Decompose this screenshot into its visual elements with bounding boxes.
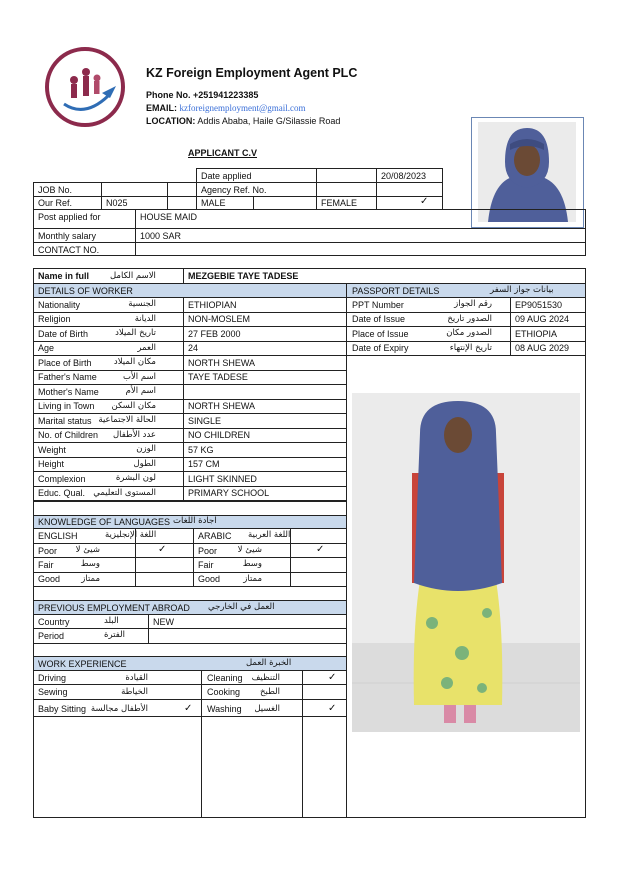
contact-label: CONTACT NO. (38, 245, 100, 255)
female-check: ✓ (420, 196, 429, 207)
arabic-label-ar: اللغة العربية (248, 530, 291, 540)
detail-value: 157 CM (188, 459, 220, 469)
skill-label: Sewing (38, 687, 68, 697)
details-header: DETAILS OF WORKER (38, 286, 133, 296)
passport-label-ar: الصدور مكان (446, 328, 492, 338)
salary-value: 1000 SAR (140, 231, 182, 241)
date-applied-label: Date applied (201, 171, 252, 181)
detail-value: 27 FEB 2000 (188, 328, 241, 339)
email-label: EMAIL: (146, 103, 177, 113)
detail-label: No. of Children (38, 430, 99, 440)
location-value: Addis Ababa, Haile G/Silassie Road (197, 116, 341, 126)
english-level-label: Fair (38, 559, 54, 570)
skill-label: Baby Sitting (38, 704, 87, 714)
detail-value: 24 (188, 343, 199, 353)
job-no-label: JOB No. (38, 185, 73, 195)
english-level-label: Good (38, 574, 61, 585)
country-value: NEW (153, 617, 174, 627)
detail-value: NORTH SHEWA (188, 401, 256, 411)
languages-header-ar: اجادة اللغات (173, 516, 217, 526)
phone-label: Phone No. (146, 90, 191, 100)
period-label-ar: الفترة (104, 630, 125, 640)
passport-label: Date of Expiry (352, 343, 409, 353)
full-body-photo (352, 393, 580, 732)
arabic-level-label: Good (198, 574, 221, 585)
passport-value: EP9051530 (515, 299, 563, 310)
detail-value: SINGLE (188, 415, 222, 426)
detail-label: Father's Name (38, 372, 97, 382)
salary-label: Monthly salary (38, 231, 97, 241)
detail-label: Date of Birth (38, 328, 89, 339)
detail-label: Religion (38, 314, 71, 324)
company-email (146, 102, 306, 114)
arabic-level-label-ar: شيئ لا (237, 545, 262, 555)
detail-label-ar: اسم الأب (122, 371, 156, 382)
english-label: ENGLISH (38, 531, 78, 541)
arabic-level-label-ar: وسط (242, 559, 262, 570)
passport-label-ar: الصدور تاريخ (447, 313, 492, 324)
detail-label: Age (38, 343, 55, 353)
previous-header-ar: العمل في الخارجي (208, 602, 275, 612)
company-phone (146, 89, 258, 101)
detail-label-ar: مكان السكن (111, 400, 156, 411)
detail-value: PRIMARY SCHOOL (188, 488, 270, 498)
passport-photo (478, 122, 576, 222)
detail-label: Living in Town (38, 401, 95, 411)
passport-header: PASSPORT DETAILS (352, 286, 440, 296)
passport-value: 08 AUG 2029 (515, 343, 570, 353)
detail-label: Nationality (38, 299, 81, 310)
arabic-label: ARABIC (198, 531, 232, 541)
languages-header: KNOWLEDGE OF LANGUAGES (38, 517, 171, 527)
detail-label-ar: تاريخ الميلاد (115, 328, 156, 338)
detail-label: Weight (38, 444, 66, 455)
detail-value: 57 KG (188, 444, 214, 455)
passport-label: PPT Number (352, 299, 404, 310)
detail-label-ar: الوزن (136, 444, 156, 454)
post-table (33, 209, 586, 256)
arabic-level-check: ✓ (316, 543, 325, 555)
skill-check: ✓ (328, 702, 337, 714)
detail-label-ar: اسم الأم (125, 386, 156, 396)
detail-label-ar: العمر (137, 342, 156, 353)
english-level-label: Poor (38, 545, 58, 556)
detail-value: NORTH SHEWA (188, 357, 256, 368)
detail-label-ar: عدد الأطفال (112, 429, 156, 440)
email-link[interactable]: kzforeignemployment@gmail.com (179, 103, 306, 113)
detail-value: ETHIOPIAN (188, 299, 237, 310)
detail-label: Mother's Name (38, 386, 99, 397)
detail-label-ar: الطول (133, 458, 156, 469)
phone-value: +251941223385 (193, 90, 259, 100)
company-location (146, 115, 340, 127)
company-name: KZ Foreign Employment Agent PLC (146, 66, 358, 80)
skill-label-ar: الغسيل (254, 703, 280, 714)
skill-check: ✓ (184, 702, 193, 714)
passport-label-ar: تاريخ الإنتهاء (449, 342, 492, 353)
skill-label-ar: الأطفال مجالسة (90, 703, 148, 714)
detail-label-ar: مكان الميلاد (113, 357, 156, 367)
passport-value: ETHIOPIA (515, 328, 558, 339)
skill-label: Washing (207, 704, 242, 714)
detail-label-ar: لون البشرة (115, 473, 156, 483)
passport-label-ar: رقم الجواز (454, 299, 492, 309)
skill-check: ✓ (328, 671, 337, 683)
passport-label: Date of Issue (352, 314, 406, 324)
passport-header-ar: بيانات جواز السفر (490, 285, 554, 295)
our-ref-value: N025 (106, 198, 128, 208)
detail-label: Height (38, 459, 65, 469)
detail-label-ar: الحالة الاجتماعية (98, 415, 156, 425)
skill-label-ar: التنظيف (251, 672, 280, 683)
country-label: Country (38, 617, 70, 627)
skill-label: Cleaning (207, 673, 243, 683)
location-label: LOCATION: (146, 116, 196, 126)
name-label-ar: الاسم الكامل (110, 271, 156, 281)
post-value: HOUSE MAID (140, 212, 198, 222)
experience-header-ar: الخبرة العمل (246, 658, 292, 668)
english-level-label-ar: وسط (80, 559, 100, 570)
passport-value: 09 AUG 2024 (515, 314, 570, 324)
detail-label-ar: الجنسية (128, 299, 156, 309)
previous-header: PREVIOUS EMPLOYMENT ABROAD (38, 603, 190, 613)
detail-label: Place of Birth (38, 357, 92, 368)
detail-label-ar: الديانة (134, 313, 156, 324)
detail-value: TAYE TADESE (188, 372, 248, 382)
english-level-label-ar: ممتاز (81, 573, 100, 584)
post-label: Post applied for (38, 212, 101, 222)
detail-label: Educ. Qual. (38, 488, 86, 498)
experience-header: WORK EXPERIENCE (38, 659, 127, 669)
skill-label: Driving (38, 673, 67, 683)
detail-label: Complexion (38, 473, 86, 484)
skill-label: Cooking (207, 687, 241, 697)
agency-ref-label: Agency Ref. No. (201, 185, 267, 195)
company-logo (44, 46, 126, 128)
arabic-level-label: Fair (198, 559, 214, 570)
name-value: MEZGEBIE TAYE TADESE (188, 271, 299, 281)
our-ref-label: Our Ref. (38, 198, 73, 208)
name-label: Name in full (38, 271, 90, 281)
detail-value: NON-MOSLEM (188, 314, 251, 324)
male-label: MALE (201, 198, 226, 208)
detail-value: NO CHILDREN (188, 430, 251, 440)
english-level-check: ✓ (158, 543, 167, 555)
english-label-ar: اللغة الإنجليزية (105, 530, 157, 540)
document-title: APPLICANT C.V (188, 148, 258, 158)
date-applied-value: 20/08/2023 (381, 171, 427, 181)
skill-label-ar: الطبخ (260, 686, 280, 697)
detail-label-ar: المستوى التعليمي (93, 487, 156, 498)
english-level-label-ar: شيئ لا (75, 545, 100, 555)
female-label: FEMALE (321, 198, 358, 208)
country-label-ar: البلد (104, 616, 119, 626)
detail-label: Marital status (38, 415, 92, 426)
passport-label: Place of Issue (352, 328, 409, 339)
skill-label-ar: القيادة (125, 672, 148, 683)
detail-value: LIGHT SKINNED (188, 473, 257, 484)
arabic-level-label-ar: ممتاز (243, 573, 262, 584)
period-label: Period (38, 631, 65, 641)
arabic-level-label: Poor (198, 545, 218, 556)
skill-label-ar: الخياطة (121, 686, 148, 697)
